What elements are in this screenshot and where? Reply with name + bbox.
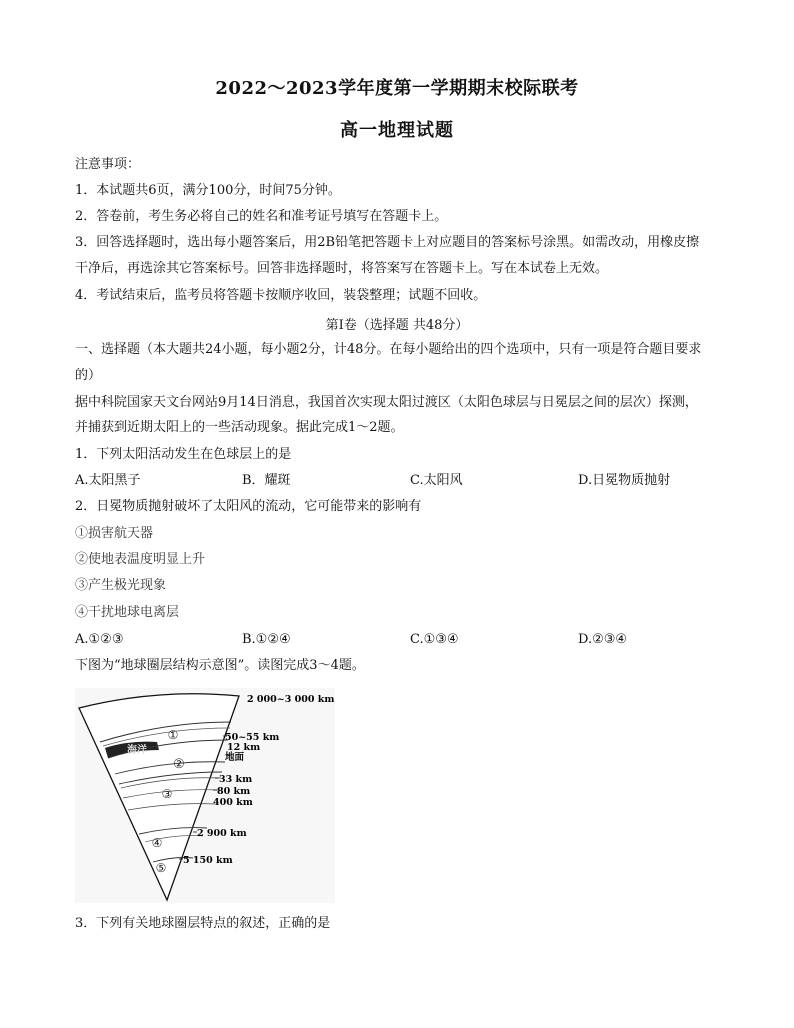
q1-option-a: A.太阳黑子 bbox=[75, 473, 141, 488]
exam-subtitle: 高一地理试题 bbox=[340, 120, 454, 141]
note-item: 4．考试结束后，监考员将答题卡按顺序收回，装袋整理；试题不回收。 bbox=[75, 288, 487, 303]
q2-statement: ③产生极光现象 bbox=[75, 578, 167, 593]
q1-option-c: C.太阳风 bbox=[410, 473, 463, 488]
q2-statement: ①损害航天器 bbox=[75, 526, 154, 541]
q2-option-c: C.①③④ bbox=[410, 632, 459, 647]
label-ground: 地面 bbox=[225, 752, 245, 763]
marker-1: ① bbox=[167, 728, 179, 742]
marker-2: ② bbox=[173, 757, 185, 772]
question-1-stem: 1．下列太阳活动发生在色球层上的是 bbox=[75, 447, 292, 462]
ocean-label: 海洋 bbox=[127, 745, 147, 756]
label-2000-3000km: 2 000~3 000 km bbox=[247, 694, 335, 705]
marker-5: ⑤ bbox=[155, 861, 167, 875]
marker-3: ③ bbox=[161, 787, 173, 801]
q2-option-a: A.①②③ bbox=[75, 632, 124, 647]
question-3-stem: 3．下列有关地球圈层特点的叙述，正确的是 bbox=[75, 916, 331, 931]
note-item: 1．本试题共6页，满分100分，时间75分钟。 bbox=[75, 183, 341, 198]
earth-sphere-diagram bbox=[75, 688, 335, 903]
label-12km: 12 km bbox=[227, 742, 261, 753]
q2-statement: ④干扰地球电离层 bbox=[75, 605, 180, 620]
label-50-55km: 50~55 km bbox=[225, 732, 280, 743]
note-item: 2．答卷前，考生务必将自己的姓名和准考证号填写在答题卡上。 bbox=[75, 209, 448, 224]
passage-line: 并捕获到近期太阳上的一些活动现象。据此完成1～2题。 bbox=[75, 420, 404, 435]
exam-title: 2022～2023学年度第一学期期末校际联考 bbox=[215, 78, 579, 99]
section-intro: 一、选择题（本大题共24小题，每小题2分，计48分。在每小题给出的四个选项中，只有一项是符合题目要求 bbox=[75, 342, 702, 357]
label-400km: 400 km bbox=[213, 797, 253, 808]
question-2-stem: 2．日冕物质抛射破坏了太阳风的流动，它可能带来的影响有 bbox=[75, 499, 422, 514]
section-intro-cont: 的） bbox=[75, 368, 102, 383]
label-2900km: 2 900 km bbox=[197, 828, 247, 839]
figure-intro: 下图为“地球圈层结构示意图”。读图完成3～4题。 bbox=[75, 658, 365, 673]
marker-4: ④ bbox=[151, 836, 163, 850]
label-5150km: 5 150 km bbox=[183, 855, 233, 866]
q2-statement: ②使地表温度明显上升 bbox=[75, 552, 206, 567]
q2-option-d: D.②③④ bbox=[578, 632, 628, 647]
label-80km: 80 km bbox=[217, 786, 251, 797]
q1-option-b: B．耀斑 bbox=[242, 473, 291, 488]
section-title: 第Ⅰ卷（选择题 共48分） bbox=[325, 318, 469, 333]
label-33km: 33 km bbox=[219, 774, 253, 785]
note-item: 3．回答选择题时，选出每小题答案后，用2B铅笔把答题卡上对应题目的答案标号涂黑。如需改动，用橡皮擦 bbox=[75, 235, 700, 250]
passage-line: 据中科院国家天文台网站9月14日消息，我国首次实现太阳过渡区（太阳色球层与日冕层之间的层次）探测， bbox=[75, 395, 698, 410]
q1-option-d: D.日冕物质抛射 bbox=[578, 473, 671, 488]
notes-heading: 注意事项： bbox=[75, 157, 141, 172]
note-item: 干净后，再选涂其它答案标号。回答非选择题时，将答案写在答题卡上。写在本试卷上无效。 bbox=[75, 261, 609, 276]
q2-option-b: B.①②④ bbox=[242, 632, 291, 647]
